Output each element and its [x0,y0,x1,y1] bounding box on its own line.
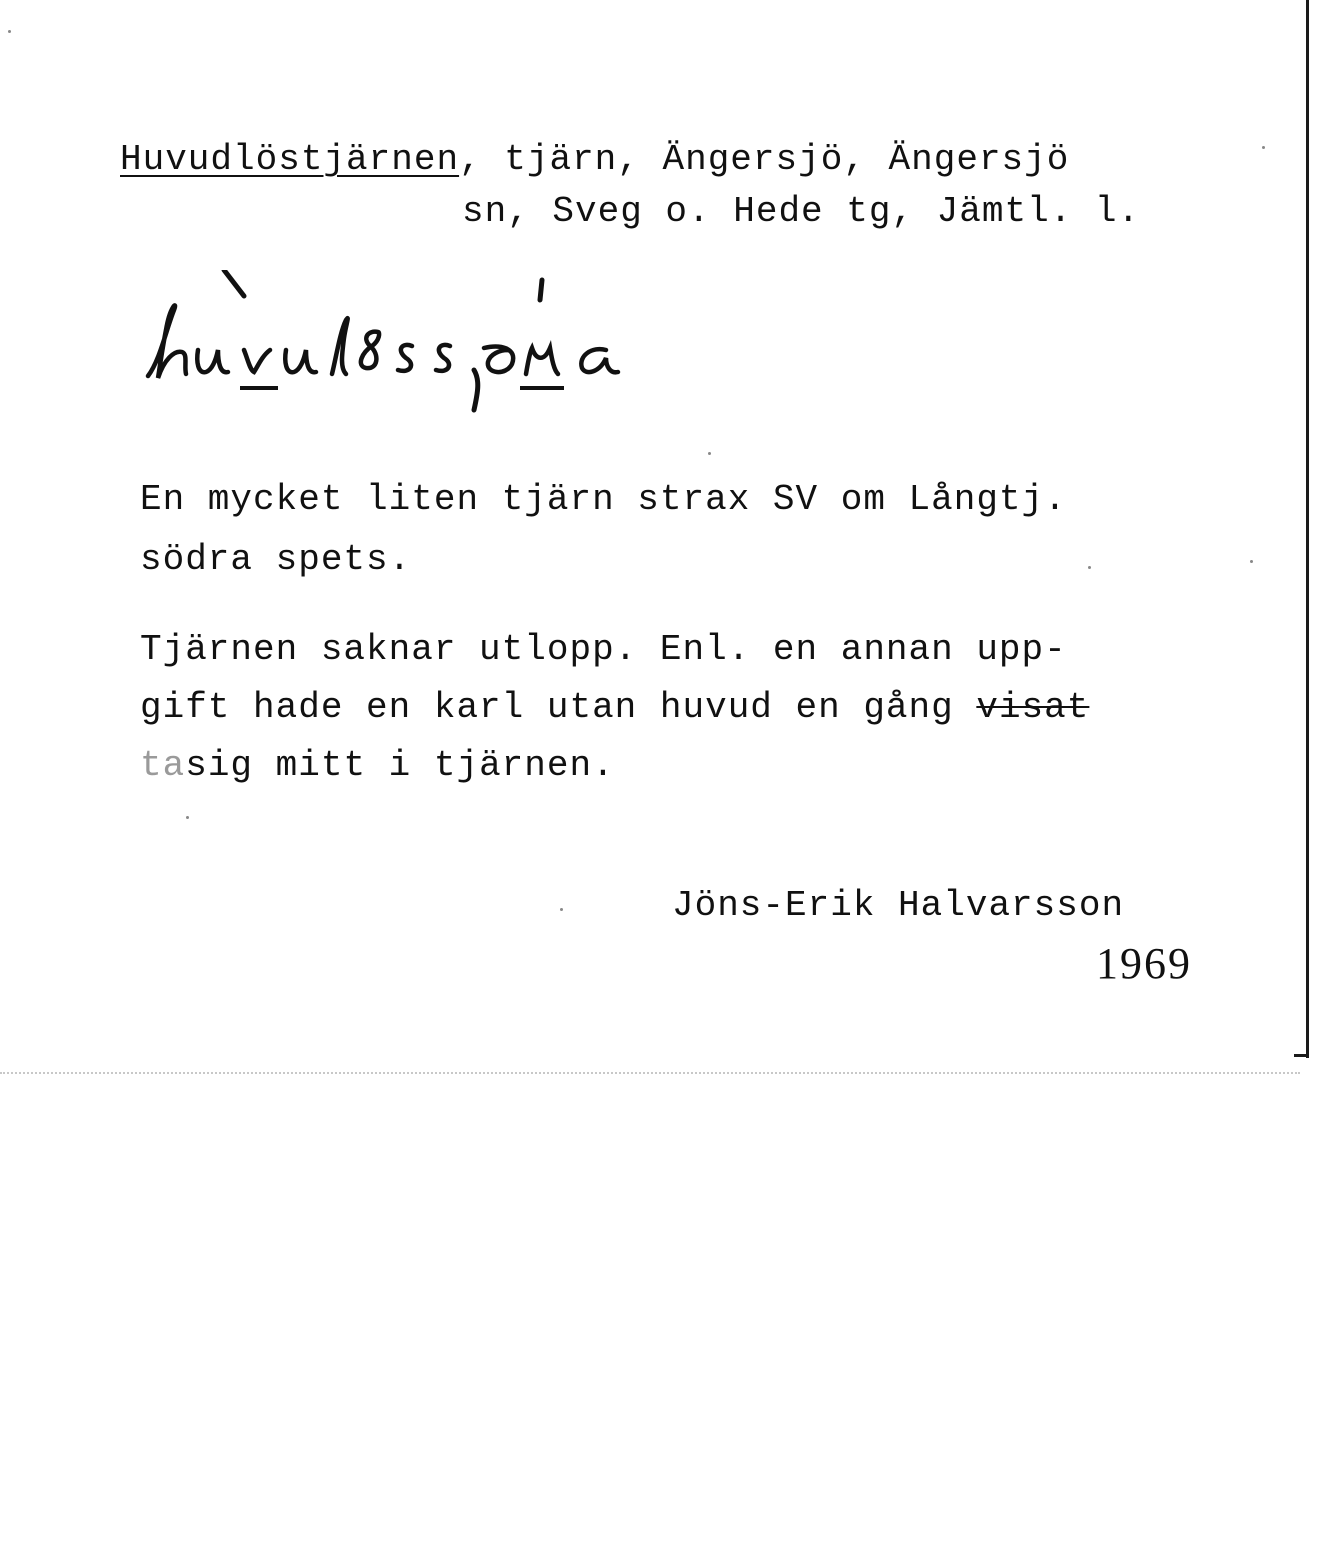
header-line-1-rest: , tjärn, Ängersjö, Ängersjö [459,139,1070,180]
scan-speck [1088,566,1091,569]
struck-fragment: ta [140,745,186,786]
struck-word-visat: visat [976,687,1090,728]
note-line-2 [140,688,1089,728]
scan-speck [560,908,563,911]
description-line-2: södra spets. [140,539,412,580]
scan-speck [708,452,711,455]
scan-speck [186,816,189,819]
headword: Huvudlöstjärnen [120,139,460,180]
card-corner-mark [1294,1054,1309,1057]
card-bottom-edge [0,1072,1300,1074]
handwritten-pronunciation [140,270,660,420]
description-line-1: En mycket liten tjärn strax SV om Långtj. [140,479,1067,520]
header-line-2: sn, Sveg o. Hede tg, Jämtl. l. [462,191,1141,232]
note-line-3 [140,746,615,786]
card-right-edge [1306,0,1309,1058]
note-line-1: Tjärnen saknar utlopp. Enl. en annan upp- [140,629,1067,670]
header-line-1 [120,140,1069,180]
year: 1969 [1096,939,1192,988]
scan-speck [1250,560,1253,563]
note-line-3-text: sig mitt i tjärnen. [185,745,615,786]
note-line-2-text: gift hade en karl utan huvud en gång [140,687,977,728]
scan-speck [1262,146,1265,149]
author-name: Jöns-Erik Halvarsson [672,885,1125,926]
scan-speck [8,30,11,33]
